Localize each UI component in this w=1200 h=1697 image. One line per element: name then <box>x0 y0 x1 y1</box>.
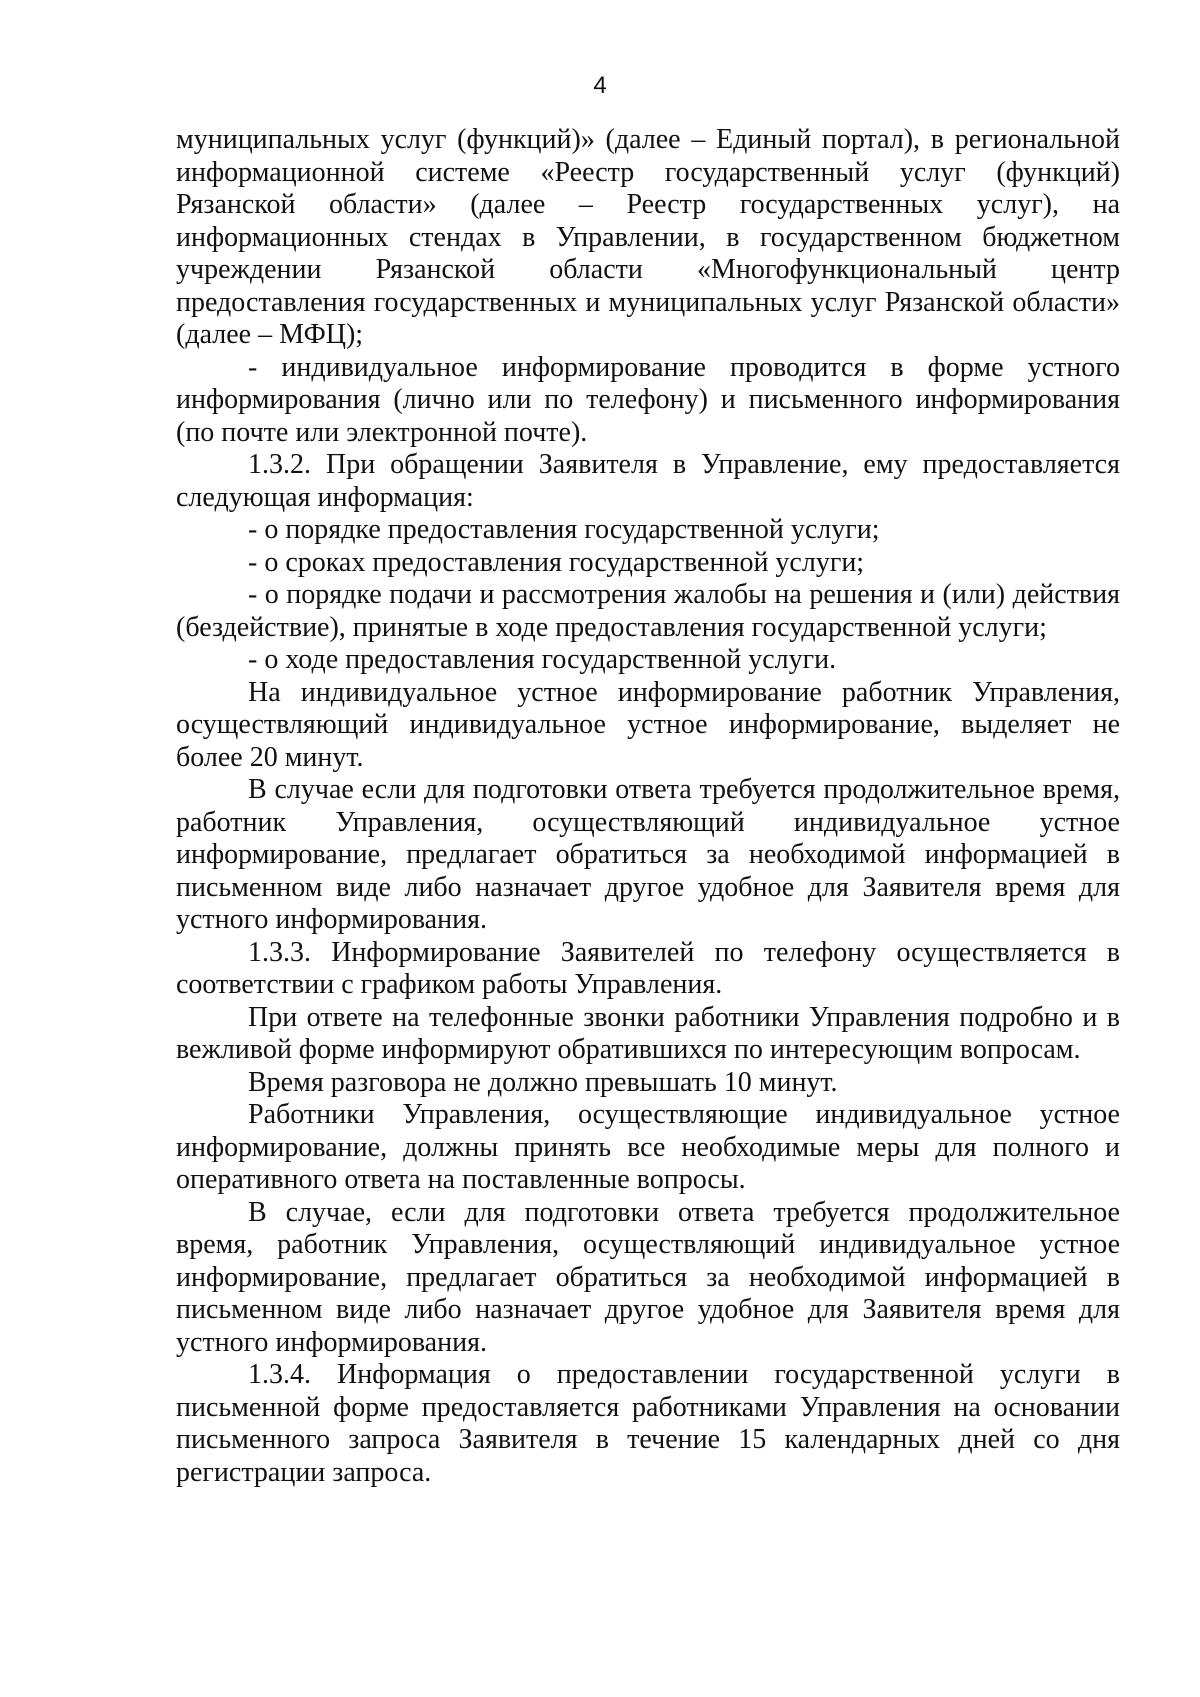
paragraph: 1.3.2. При обращении Заявителя в Управление, ему предоставляется следующая информация: <box>176 449 1120 513</box>
paragraph: Работники Управления, осуществляющие индивидуальное устное информирование, должны принять все необходимые меры для полного и оперативного ответа на поставленные вопросы. <box>176 1099 1120 1195</box>
paragraph: - о порядке подачи и рассмотрения жалобы на решения и (или) действия (бездействие), принятые в ходе предоставления государственной услуги; <box>176 579 1120 643</box>
paragraph: - о порядке предоставления государственной услуги; <box>248 514 880 545</box>
paragraph: - о сроках предоставления государственной услуги; <box>248 546 865 578</box>
paragraph: - индивидуальное информирование проводится в форме устного информирования (лично или по телефону) и письменного информирования (по почте или электронной почте). <box>176 351 1120 448</box>
paragraph: - о ходе предоставления государственной услуги. <box>248 644 837 675</box>
paragraph: При ответе на телефонные звонки работники Управления подробно и в вежливой форме информируют обратившихся по интересующим вопросам. <box>176 1001 1120 1065</box>
document-body <box>176 124 1120 1489</box>
paragraph: муниципальных услуг (функций)» (далее – Единый портал), в региональной информационной системе «Реестр государственный услуг (функций) Рязанской области» (далее – Реестр государственных услуг), на информационных стендах в Управлении, в государственном бюджетном учреждении Рязанской области «Многофункциональный центр предоставления государственных и муниципальных услуг Рязанской области» (далее – МФЦ); <box>176 124 1120 350</box>
paragraph: В случае если для подготовки ответа требуется продолжительное время, работник Управления, осуществляющий индивидуальное устное информирование, предлагает обратиться за необходимой информацией в письменном виде либо назначает другое удобное для Заявителя время для устного информирования. <box>176 774 1120 935</box>
page-number: 4 <box>593 72 607 99</box>
paragraph: Время разговора не должно превышать 10 минут. <box>248 1066 838 1098</box>
paragraph: 1.3.3. Информирование Заявителей по телефону осуществляется в соответствии с графиком работы Управления. <box>176 936 1120 1000</box>
paragraph: На индивидуальное устное информирование работник Управления, осуществляющий индивидуальное устное информирование, выделяет не более 20 минут. <box>176 676 1120 773</box>
paragraph: В случае, если для подготовки ответа требуется продолжительное время, работник Управления, осуществляющий индивидуальное устное информирование, предлагает обратиться за необходимой информацией в письменном виде либо назначает другое удобное для Заявителя время для устного информирования. <box>176 1196 1120 1358</box>
paragraph: 1.3.4. Информация о предоставлении государственной услуги в письменной форме предоставляется работниками Управления на основании письменного запроса Заявителя в течение 15 календарных дней со дня регистрации запроса. <box>176 1359 1120 1488</box>
